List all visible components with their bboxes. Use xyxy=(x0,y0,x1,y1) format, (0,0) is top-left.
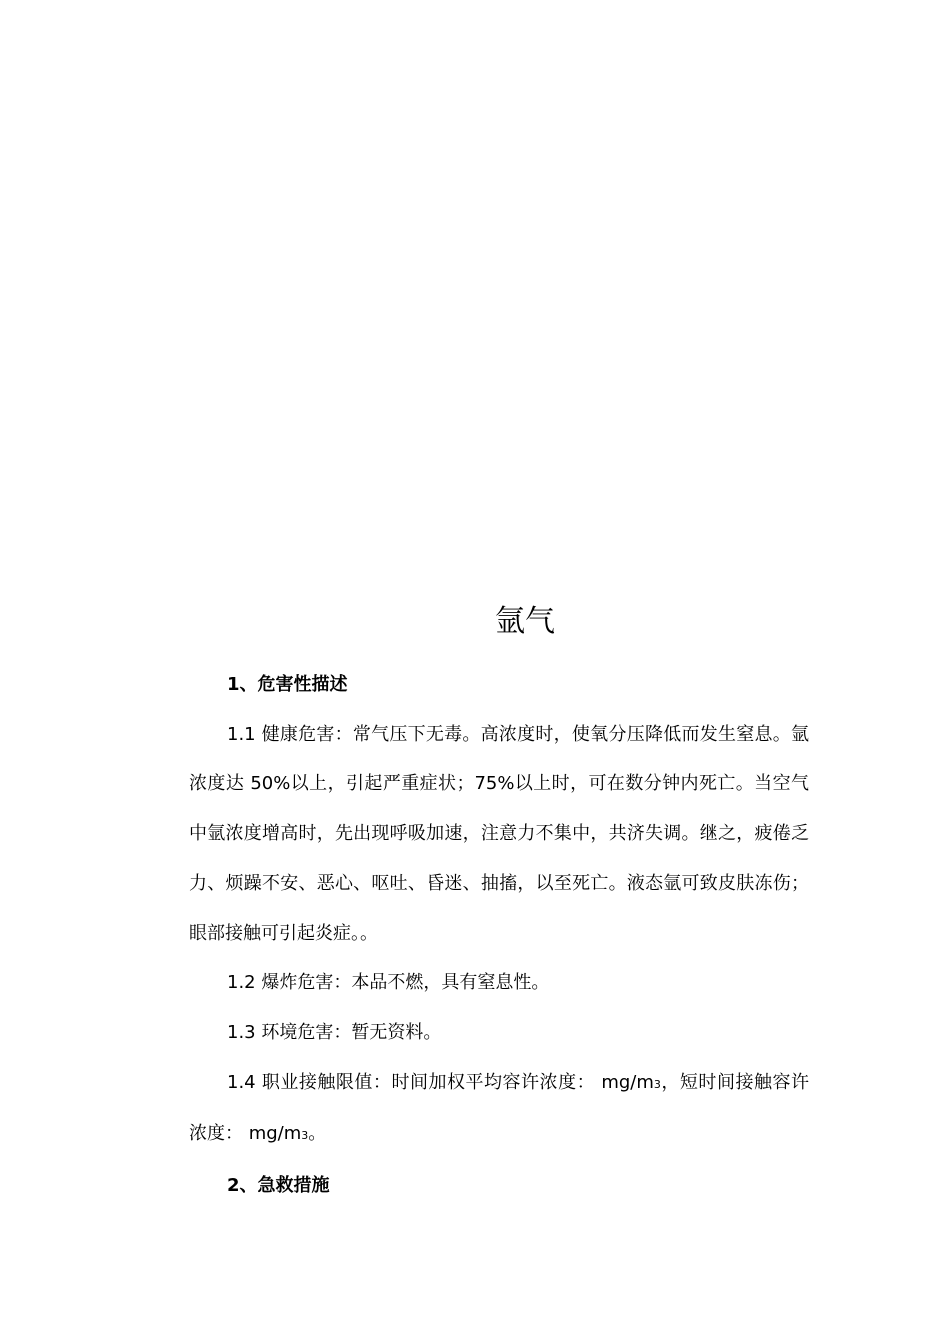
document-body xyxy=(189,660,809,1211)
section-heading-first-aid: 2、急救措施 xyxy=(227,1175,330,1197)
exposure-text-a: 1.4 职业接触限值：时间加权平均容许浓度： mg/m xyxy=(227,1071,654,1093)
document-title: 氩气 xyxy=(495,604,555,639)
exposure-text-b: ，短时间接触容许浓度： mg/m xyxy=(189,1071,809,1145)
paragraph-explosion-hazard: 1.2 爆炸危害：本品不燃，具有窒息性。 xyxy=(227,972,550,994)
unit-subscript: 3 xyxy=(653,1077,661,1091)
exposure-text-c: 。 xyxy=(308,1123,327,1145)
unit-subscript: 3 xyxy=(301,1129,309,1143)
paragraph-exposure-limits xyxy=(189,1058,809,1161)
paragraph-environment-hazard: 1.3 环境危害：暂无资料。 xyxy=(227,1021,442,1043)
section-heading-hazard: 1、危害性描述 xyxy=(227,674,348,695)
paragraph-health-hazard: 1.1 健康危害：常气压下无毒。高浓度时，使氧分压降低而发生窒息。氩浓度达 50%以上，引起严重症状；75%以上时，可在数分钟内死亡。当空气中氩浓度增高时，先出现呼吸加速，注意力不集中，共济失调。继之，疲倦乏力、烦躁不安、恶心、呕吐、昏迷、抽搐，以至死亡。液态氩可致皮肤冻伤；眼部接触可引起炎症。。 xyxy=(189,723,809,944)
